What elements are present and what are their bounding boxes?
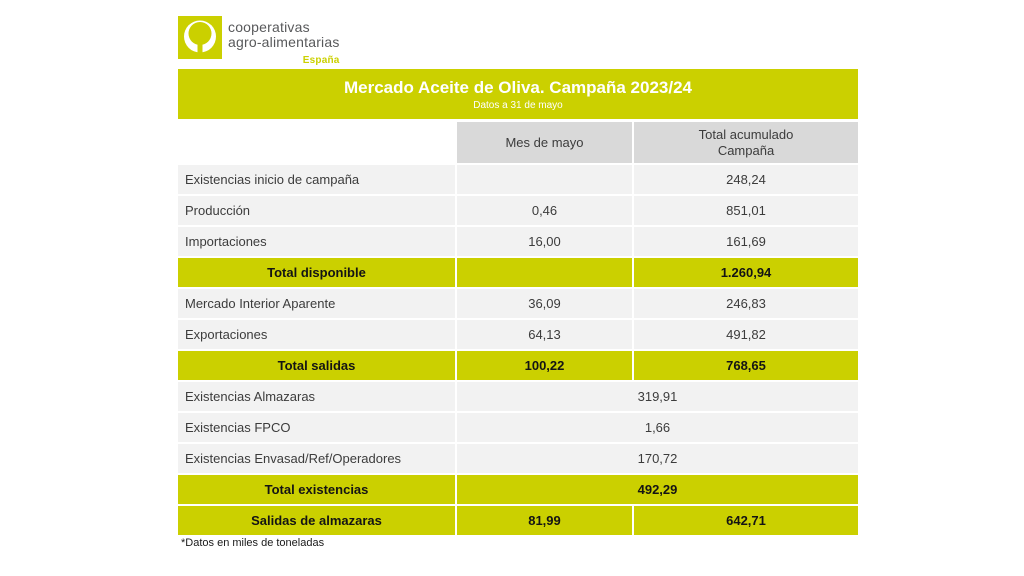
table-body [178,165,858,535]
row-value-mes: 100,22 [457,351,632,380]
table-row [178,320,858,349]
row-value-mes: 36,09 [457,289,632,318]
logo [178,16,340,68]
row-label: Importaciones [178,227,455,256]
table-row [178,258,858,287]
row-value-total: 768,65 [634,351,858,380]
row-label: Existencias Almazaras [178,382,455,411]
logo-line2: agro-alimentarias [228,34,340,50]
row-label: Mercado Interior Aparente [178,289,455,318]
header-mes-de-mayo: Mes de mayo [457,122,632,163]
table-row [178,413,858,442]
row-value-total: 248,24 [634,165,858,194]
header-total-line1: Total acumulado [698,126,794,142]
tree-in-square-icon [178,16,222,59]
row-value-mes: 0,46 [457,196,632,225]
page-title: Mercado Aceite de Oliva. Campaña 2023/24 [343,78,693,97]
table-row [178,289,858,318]
table-row [178,351,858,380]
table-row [178,165,858,194]
row-value-total: 1.260,94 [634,258,858,287]
page-subtitle: Datos a 31 de mayo [473,100,563,111]
row-value-merged: 170,72 [457,444,858,473]
table-row [178,506,858,535]
row-label: Exportaciones [178,320,455,349]
header-empty-cell [178,122,455,163]
table-row [178,227,858,256]
row-label: Total disponible [178,258,455,287]
row-value-merged: 1,66 [457,413,858,442]
logo-country: España [302,55,340,66]
logo-line1: cooperativas [228,19,310,35]
footnote: *Datos en miles de toneladas [181,537,325,549]
row-label: Producción [178,196,455,225]
table-row [178,444,858,473]
table-header [178,122,858,163]
row-label: Existencias Envasad/Ref/Operadores [178,444,455,473]
table-row [178,382,858,411]
row-value-total: 161,69 [634,227,858,256]
row-value-total: 491,82 [634,320,858,349]
row-label: Total existencias [178,475,455,504]
row-value-merged: 319,91 [457,382,858,411]
row-value-merged: 492,29 [457,475,858,504]
header-total-line2: Campaña [717,142,775,158]
row-value-mes: 81,99 [457,506,632,535]
row-value-total: 246,83 [634,289,858,318]
row-value-mes: 64,13 [457,320,632,349]
table-row [178,196,858,225]
row-value-mes [457,258,632,287]
logo-text [228,16,340,68]
header-total-acumulado [634,122,858,163]
table-row [178,475,858,504]
row-label: Salidas de almazaras [178,506,455,535]
row-value-total: 851,01 [634,196,858,225]
row-value-mes [457,165,632,194]
row-label: Existencias inicio de campaña [178,165,455,194]
title-band [178,69,858,119]
report-table [178,69,858,549]
row-label: Total salidas [178,351,455,380]
row-label: Existencias FPCO [178,413,455,442]
row-value-total: 642,71 [634,506,858,535]
row-value-mes: 16,00 [457,227,632,256]
